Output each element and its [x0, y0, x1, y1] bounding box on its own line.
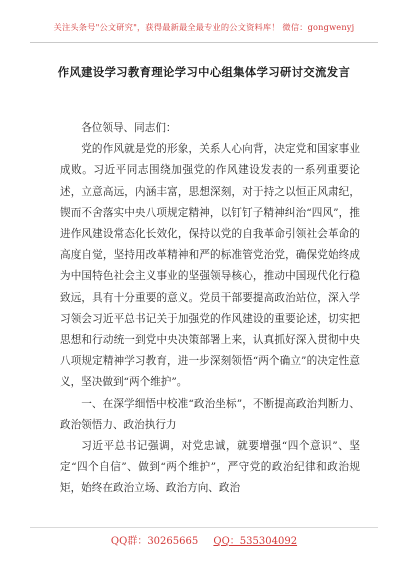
document-body — [60, 118, 360, 500]
footer-divider — [30, 527, 378, 528]
header-divider — [30, 42, 378, 43]
qq-group-number: QQ群：30265665 — [110, 536, 199, 547]
qq-number: QQ：535304092 — [213, 536, 298, 547]
document-title: 作风建设学习教育理论学习中心组集体学习研讨交流发言 — [57, 65, 351, 79]
paragraph-2: 习近平总书记强调，对党忠诚，就要增强“四个意识”、坚定“四个自信”、做到“两个维护”，严守党的政治纪律和政治规矩，始终在政治立场、政治方向、政治 — [60, 440, 360, 495]
header-notice: 关注头条号"公文研究"，获得最新最全最专业的公文资料库！ 微信：gongwenyj — [53, 22, 355, 32]
paragraph-1: 党的作风就是党的形象，关系人心向背，决定党和国家事业成败。习近平同志围绕加强党的作风建设发表的一系列重要论述，立意高远，内涵丰富，思想深刻，对于持之以恒正风肃纪，锲而不舍落实中央八项规定精神，以钉钉子精神纠治“四风”，推进作风建设常态化长效化，保持以党的自我革命引领社会革命的高度自觉，坚持用改革精神和严的标准管党治党，确保党始终成为中国特色社会主义事业的坚强领导核心，推动中国现代化行稳致远，具有十分重要的意义。党员干部要提高政治站位，深入学习领会习近平总书记关于加强党的作风建设的重要论述，切实把思想和行动统一到党中央决策部署上来，认真抓好深入贯彻中央八项规定精神学习教育，进一步深刻领悟“两个确立”的决定性意义，坚决做到“两个维护”。 — [60, 143, 360, 389]
footer — [0, 532, 408, 547]
salutation: 各位领导、同志们： — [81, 122, 177, 134]
section-heading-1: 一、在深学细悟中校准“政治坐标”，不断提高政治判断力、政治领悟力、政治执行力 — [60, 397, 360, 431]
